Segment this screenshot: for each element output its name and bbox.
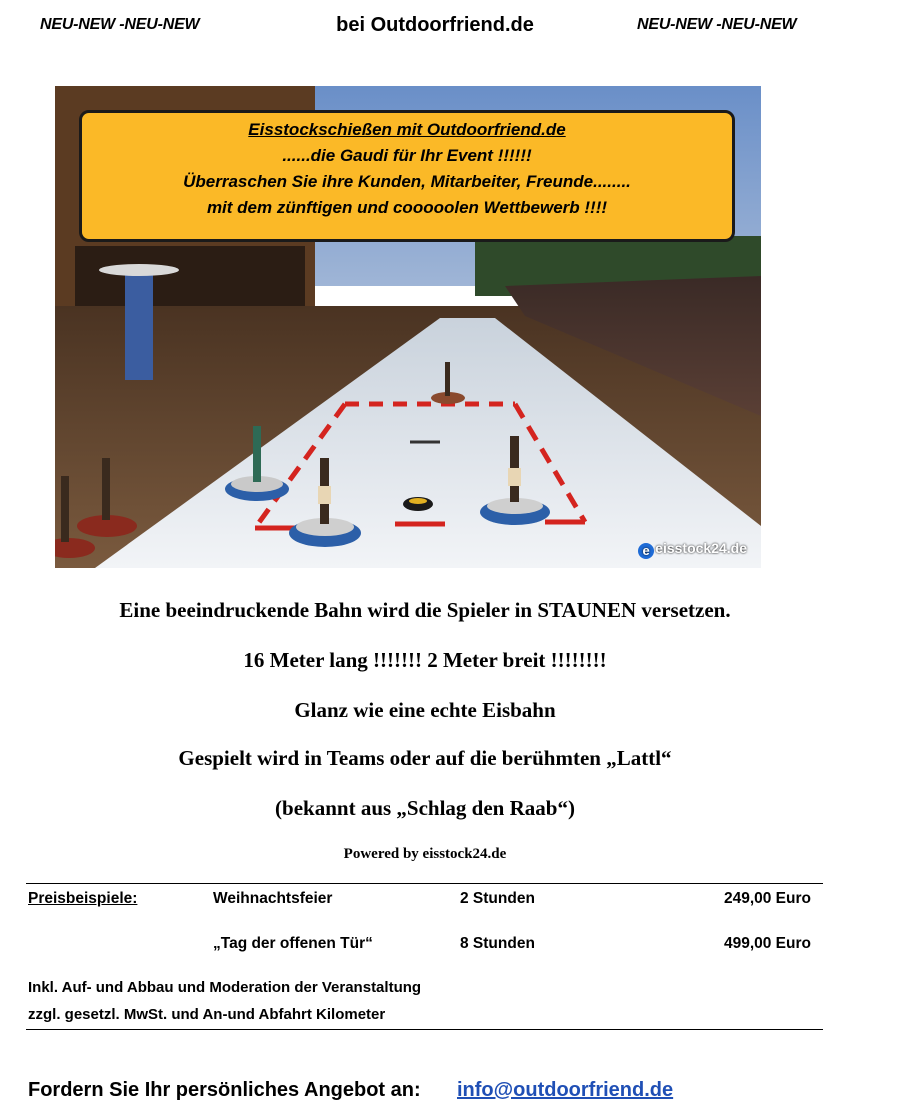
email-link[interactable]: info@outdoorfriend.de: [457, 1079, 674, 1101]
price-row-2-duration: 8 Stunden: [460, 935, 535, 952]
price-row-1-duration: 2 Stunden: [460, 890, 535, 907]
promo-banner: [79, 110, 735, 242]
body-line-5: (bekannt aus „Schlag den Raab“): [275, 796, 575, 820]
banner-line-2: ......die Gaudi für Ihr Event !!!!!!: [282, 146, 532, 165]
price-row-2-price: 499,00 Euro: [723, 935, 811, 952]
header-title: bei Outdoorfriend.de: [336, 14, 534, 36]
divider-bottom: [26, 1029, 823, 1030]
price-note-1: Inkl. Auf- und Abbau und Moderation der Veranstaltung: [28, 979, 422, 996]
price-row-2-event: „Tag der offenen Tür“: [213, 935, 373, 952]
price-row-1-event: Weihnachtsfeier: [213, 890, 333, 907]
header-left-tag: NEU-NEW -NEU-NEW: [40, 16, 200, 33]
photo-watermark: [638, 540, 747, 559]
body-line-2: 16 Meter lang !!!!!!! 2 Meter breit !!!!!!!!: [243, 648, 607, 672]
powered-by: Powered by eisstock24.de: [343, 846, 507, 862]
banner-line-4: mit dem zünftigen und cooooolen Wettbewerb !!!!: [206, 198, 608, 217]
price-row-1-price: 249,00 Euro: [723, 890, 811, 907]
price-note-2: zzgl. gesetzl. MwSt. und An-und Abfahrt Kilometer: [28, 1006, 386, 1023]
watermark-text: eisstock24.de: [655, 540, 747, 556]
body-line-3: Glanz wie eine echte Eisbahn: [294, 698, 556, 722]
body-line-4: Gespielt wird in Teams oder auf die berühmten „Lattl“: [178, 746, 672, 770]
header-right-tag: NEU-NEW -NEU-NEW: [637, 16, 797, 33]
body-line-1: Eine beeindruckende Bahn wird die Spieler in STAUNEN versetzen.: [119, 598, 731, 622]
banner-title: Eisstockschießen mit Outdoorfriend.de: [248, 120, 566, 139]
price-examples-label: Preisbeispiele:: [28, 890, 138, 907]
event-photo: [55, 86, 761, 568]
banner-line-3: Überraschen Sie ihre Kunden, Mitarbeiter, Freunde........: [183, 172, 631, 191]
target-puck: [403, 497, 433, 511]
divider-top: [26, 883, 823, 884]
call-to-action: Fordern Sie Ihr persönliches Angebot an:: [28, 1079, 421, 1101]
watermark-logo-icon: e: [638, 543, 654, 559]
